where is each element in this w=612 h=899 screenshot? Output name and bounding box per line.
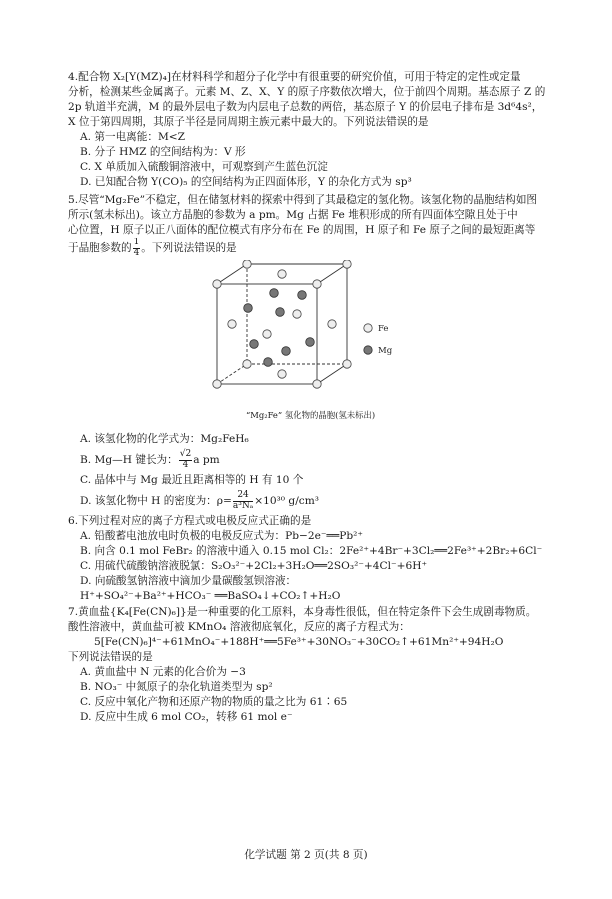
- fe-atom: [343, 360, 351, 368]
- fe-atom: [313, 380, 321, 388]
- fe-atom: [278, 370, 286, 378]
- q5-option-a: A. 该氢化物的化学式为：Mg₂FeH₆: [80, 433, 249, 446]
- q5-option-b-text: B. Mg—H 键长为：: [80, 454, 178, 467]
- legend-fe-label: Fe: [378, 324, 389, 335]
- q5-stem-line: 心位置，H 原子以正八面体的配位模式有序分布在 Fe 的周围，H 原子和 Fe 原子之间的最短距离等: [68, 224, 536, 237]
- mg-atom: [250, 340, 259, 349]
- q7-stem-line: 下列说法错误的是: [68, 651, 153, 664]
- q4-option-a: A. 第一电离能：M<Z: [80, 131, 186, 144]
- fe-atom: [243, 260, 251, 268]
- fe-atom: [293, 310, 301, 318]
- unit-cell-diagram: [210, 260, 410, 410]
- q7-stem-line: 7.黄血盐{K₄[Fe(CN)₆]}是一种重要的化工原料，本身毒性很低，但在特定条件下会生成剧毒物质。: [68, 606, 537, 619]
- fraction-denominator: 4: [133, 247, 140, 258]
- fe-atom: [213, 280, 221, 288]
- q7-option-c: C. 反应中氧化产物和还原产物的物质的量之比为 61∶65: [80, 696, 348, 709]
- fraction-numerator: 24: [233, 491, 253, 501]
- q5-option-c: C. 晶体中与 Mg 最近且距离相等的 H 有 10 个: [80, 474, 304, 487]
- fraction-denominator: 4: [182, 459, 189, 470]
- fe-atom: [213, 380, 221, 388]
- q7-option-b: B. NO₃⁻ 中氮原子的杂化轨道类型为 sp²: [80, 681, 273, 694]
- fe-atom: [328, 320, 336, 328]
- q7-option-d: D. 反应中生成 6 mol CO₂，转移 61 mol e⁻: [80, 711, 293, 724]
- q4-stem-line: 2p 轨道半充满，M 的最外层电子数为内层电子总数的两倍，基态原子 Y 的价层电子排布是 3d⁶4s²，: [68, 101, 543, 114]
- fe-atom: [243, 360, 251, 368]
- mg-atom: [244, 304, 253, 313]
- exam-page: [68, 70, 552, 725]
- fraction-denominator: a³Nₐ: [232, 500, 254, 511]
- fraction-numerator: 1: [133, 238, 140, 248]
- q6-option-b: B. 向含 0.1 mol FeBr₂ 的溶液中通入 0.15 mol Cl₂：2Fe²⁺+4Br⁻+3Cl₂══2Fe³⁺+2Br₂+6Cl⁻: [80, 545, 543, 558]
- fraction-density: [233, 491, 253, 511]
- page-footer: 化学试题 第 2 页(共 8 页): [244, 849, 368, 861]
- q5-stem-line-last: [68, 238, 552, 258]
- question-5: [68, 193, 552, 511]
- question-7: [68, 605, 552, 725]
- fe-atom: [263, 330, 271, 338]
- q6-stem-line: 6.下列过程对应的离子方程式或电极反应式正确的是: [68, 515, 312, 528]
- q6-option-c: C. 用硫代硫酸钠溶液脱氯：S₂O₃²⁻+2Cl₂+3H₂O══2SO₃²⁻+4Cl⁻+6H⁺: [80, 560, 428, 573]
- legend-mg-label: Mg: [378, 346, 393, 357]
- q6-option-d: D. 向硫酸氢钠溶液中滴加少量碳酸氢钡溶液：: [80, 575, 297, 588]
- q5-stem-line: 5.尽管“Mg₂Fe”不稳定，但在储氢材料的探索中得到了其最稳定的氢化物。该氢化物的晶胞结构如图: [68, 194, 538, 207]
- q6-option-a: A. 铅酸蓄电池放电时负极的电极反应式为：Pb−2e⁻══Pb²⁺: [80, 530, 363, 543]
- fe-atom: [313, 280, 321, 288]
- fe-atom: [343, 260, 351, 268]
- mg-atom: [264, 358, 273, 367]
- q4-option-b: B. 分子 HMZ 的空间结构为：V 形: [80, 146, 246, 159]
- q5-stem-text: 。下列说法错误的是: [141, 242, 237, 255]
- q4-option-c: C. X 单质加入硫酸铜溶液中，可观察到产生蓝色沉淀: [80, 161, 328, 174]
- q7-stem-line: 酸性溶液中，黄血盐可被 KMnO₄ 溶液彻底氧化，反应的离子方程式为：: [68, 621, 410, 634]
- q5-option-d-text: ×10³⁰ g/cm³: [254, 495, 319, 508]
- mg-atom: [276, 308, 285, 317]
- legend-mg-marker: [364, 346, 372, 354]
- crystal-cell-figure: [68, 260, 552, 426]
- q5-stem-line: 所示(氢未标出)。该立方晶胞的参数为 a pm。Mg 占据 Fe 堆积形成的所有四面体空隙且处于中: [68, 209, 518, 222]
- q6-option-d-equation: H⁺+SO₄²⁻+Ba²⁺+HCO₃⁻ ══BaSO₄↓+CO₂↑+H₂O: [80, 590, 341, 603]
- q4-option-d: D. 已知配合物 Y(CO)₅ 的空间结构为正四面体形，Y 的杂化方式为 sp³: [80, 176, 412, 189]
- q5-stem-text: 于晶胞参数的: [68, 242, 132, 255]
- fraction-sqrt2-over-4: [179, 450, 192, 470]
- fraction-numerator: √2: [179, 449, 192, 460]
- q4-stem-line: X 位于第四周期，其原子半径是同周期主族元素中最大的。下列说法错误的是: [68, 116, 429, 129]
- question-4: [68, 70, 552, 190]
- q7-option-a: A. 黄血盐中 N 元素的化合价为 −3: [80, 666, 246, 679]
- figure-caption: “Mg₂Fe” 氢化物的晶胞(氢未标出): [246, 410, 376, 421]
- fe-atom: [228, 320, 236, 328]
- q5-option-d: [68, 491, 552, 511]
- fe-atom: [278, 270, 286, 278]
- q5-option-b: [68, 450, 552, 470]
- q7-equation: 5[Fe(CN)₆]⁴⁻+61MnO₄⁻+188H⁺══5Fe³⁺+30NO₃⁻+30CO₂↑+61Mn²⁺+94H₂O: [94, 636, 504, 649]
- mg-atom: [270, 289, 279, 298]
- mg-atom: [298, 291, 307, 300]
- q4-stem-line: 4.配合物 X₂[Y(MZ)₄]在材料科学和超分子化学中有很重要的研究价值，可用于特定的定性或定量: [68, 71, 521, 83]
- q5-option-b-text: a pm: [193, 454, 220, 467]
- q4-stem-line: 分析，检测某些金属离子。元素 M、Z、X、Y 的原子序数依次增大，位于前四个周期。基态原子 Z 的: [68, 86, 546, 99]
- question-6: [68, 514, 552, 604]
- mg-atom: [282, 347, 291, 356]
- q5-option-d-text: D. 该氢化物中 H 的密度为：ρ=: [80, 495, 232, 508]
- legend-fe-marker: [364, 324, 372, 332]
- mg-atom: [306, 338, 315, 347]
- fraction-one-quarter: [133, 238, 141, 258]
